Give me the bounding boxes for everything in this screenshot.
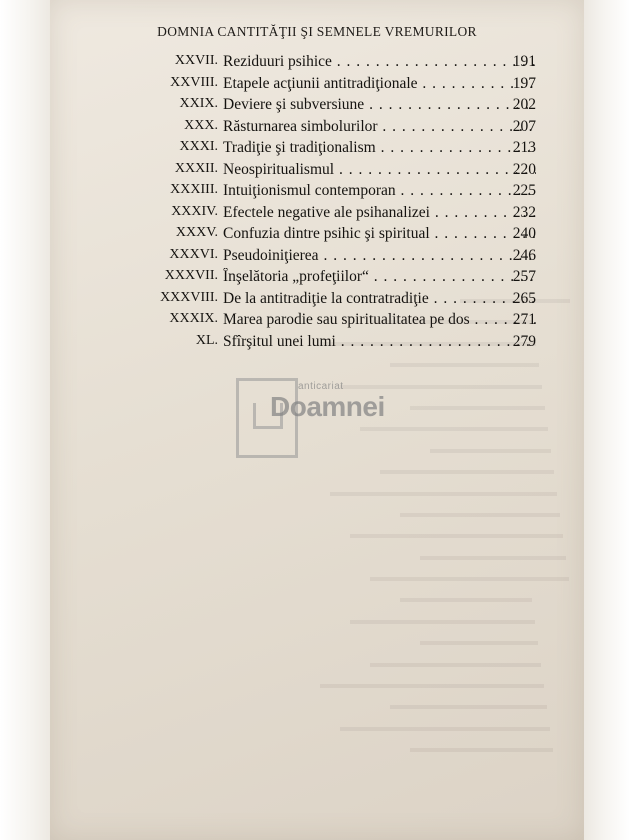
bleed-line bbox=[320, 632, 580, 653]
chapter-number: XXXVII. bbox=[164, 268, 218, 283]
bleed-stroke bbox=[340, 727, 550, 731]
chapter-number: XXVIII. bbox=[170, 74, 218, 90]
bleed-stroke bbox=[330, 492, 557, 496]
bleed-stroke bbox=[380, 470, 554, 474]
bleed-stroke bbox=[350, 620, 535, 624]
bleed-line bbox=[320, 333, 580, 354]
watermark-top-text: anticariat bbox=[298, 381, 344, 392]
bleed-stroke bbox=[390, 705, 547, 709]
chapter-title: Pseudoiniţierea . . . bbox=[223, 247, 536, 265]
bleed-line bbox=[320, 440, 580, 461]
bleed-stroke bbox=[320, 342, 536, 346]
bleed-line bbox=[320, 589, 580, 610]
bleed-stroke bbox=[410, 406, 545, 410]
chapter-title: Etapele acţiunii antitradiţionale . . . bbox=[223, 75, 536, 93]
page-number: 265 bbox=[512, 289, 536, 307]
chapter-title: Efectele negative ale psihanalizei . . . bbox=[223, 204, 536, 222]
bleed-line bbox=[320, 525, 580, 546]
page-number: 257 bbox=[512, 268, 536, 285]
toc-entry bbox=[50, 53, 584, 75]
bleed-line bbox=[320, 354, 580, 375]
page-number: 225 bbox=[512, 182, 536, 199]
chapter-title: Confuzia dintre psihic şi spiritual . . . bbox=[223, 225, 536, 243]
bleed-stroke bbox=[400, 598, 532, 602]
toc-entry bbox=[50, 182, 584, 204]
watermark-brand: Doamnei bbox=[270, 391, 385, 422]
chapter-number: XXXIV. bbox=[171, 203, 218, 219]
bleed-line bbox=[320, 696, 580, 717]
bleed-line bbox=[320, 611, 580, 632]
bleed-stroke bbox=[340, 385, 542, 389]
toc-entry bbox=[50, 247, 584, 269]
bleed-stroke bbox=[420, 641, 538, 645]
background-right bbox=[582, 0, 630, 840]
chapter-number: XXVII. bbox=[174, 53, 218, 68]
bleed-line bbox=[320, 461, 580, 482]
chapter-title: De la antitradiţie la contratradiţie . . . bbox=[223, 290, 536, 308]
bleed-stroke bbox=[410, 748, 553, 752]
chapter-number: XXX. bbox=[184, 117, 218, 133]
bleed-stroke bbox=[320, 684, 544, 688]
toc-entry bbox=[50, 204, 584, 226]
page-number: 240 bbox=[512, 225, 536, 242]
bleed-stroke bbox=[370, 320, 533, 324]
chapter-number: XXXVI. bbox=[169, 246, 218, 262]
chapter-number: XXXIX. bbox=[169, 311, 218, 326]
chapter-title: Deviere şi subversiune . . . bbox=[223, 96, 536, 114]
bleed-through-text bbox=[320, 290, 580, 761]
page-number: 207 bbox=[512, 117, 536, 135]
bleed-line bbox=[320, 675, 580, 696]
bleed-line bbox=[320, 718, 580, 739]
page-number: 213 bbox=[512, 139, 536, 156]
page-number: 220 bbox=[512, 160, 536, 178]
chapter-title: Înşelătoria „profeţiilor“ . . . bbox=[223, 268, 536, 286]
chapter-number: XXIX. bbox=[179, 96, 218, 111]
toc-entry bbox=[50, 75, 584, 97]
running-header: DOMNIA CANTITĂŢII ŞI SEMNELE VREMURILOR bbox=[157, 24, 477, 39]
chapter-title: Intuiţionismul contemporan . . . bbox=[223, 182, 536, 200]
toc-entry bbox=[50, 268, 584, 290]
bleed-stroke bbox=[370, 577, 569, 581]
page-number: 197 bbox=[512, 74, 536, 92]
bleed-line bbox=[320, 290, 580, 311]
chapter-title: Neospiritualismul . . . bbox=[223, 161, 536, 179]
chapter-title: Tradiţie şi tradiţionalism . . . bbox=[223, 139, 536, 157]
bleed-line bbox=[320, 547, 580, 568]
bleed-line bbox=[320, 483, 580, 504]
chapter-number: XL. bbox=[195, 332, 218, 348]
chapter-title: Reziduuri psihice . . . bbox=[223, 53, 536, 71]
chapter-number: XXXV. bbox=[175, 225, 218, 240]
toc-entry bbox=[50, 96, 584, 118]
page-number: 232 bbox=[512, 203, 536, 221]
page-number: 279 bbox=[512, 332, 536, 350]
bleed-stroke bbox=[460, 299, 570, 303]
toc-entry bbox=[50, 118, 584, 140]
chapter-number: XXXIII. bbox=[170, 182, 218, 197]
bleed-stroke bbox=[350, 534, 563, 538]
bleed-line bbox=[320, 568, 580, 589]
bleed-line bbox=[320, 504, 580, 525]
page-number: 202 bbox=[512, 96, 536, 113]
bleed-stroke bbox=[390, 363, 539, 367]
bleed-stroke bbox=[400, 513, 560, 517]
page-number: 191 bbox=[512, 53, 536, 70]
toc-entry bbox=[50, 161, 584, 183]
bleed-line bbox=[320, 739, 580, 760]
chapter-number: XXXII. bbox=[174, 160, 218, 176]
page-number: 271 bbox=[512, 311, 536, 328]
chapter-title: Răsturnarea simbolurilor . . . bbox=[223, 118, 536, 136]
chapter-number: XXXI. bbox=[179, 139, 218, 154]
chapter-title: Marea parodie sau spiritualitatea pe dos . . . bbox=[223, 311, 536, 329]
bleed-stroke bbox=[360, 427, 548, 431]
chapter-title: Sfîrşitul unei lumi . . . bbox=[223, 333, 536, 351]
bleed-stroke bbox=[420, 556, 566, 560]
toc-entry bbox=[50, 225, 584, 247]
bleed-line bbox=[320, 654, 580, 675]
bleed-stroke bbox=[370, 663, 541, 667]
background-left bbox=[0, 0, 52, 840]
chapter-number: XXXVIII. bbox=[160, 289, 218, 305]
bleed-line bbox=[320, 311, 580, 332]
toc-entry bbox=[50, 139, 584, 161]
page-number: 246 bbox=[512, 246, 536, 264]
bleed-stroke bbox=[430, 449, 551, 453]
